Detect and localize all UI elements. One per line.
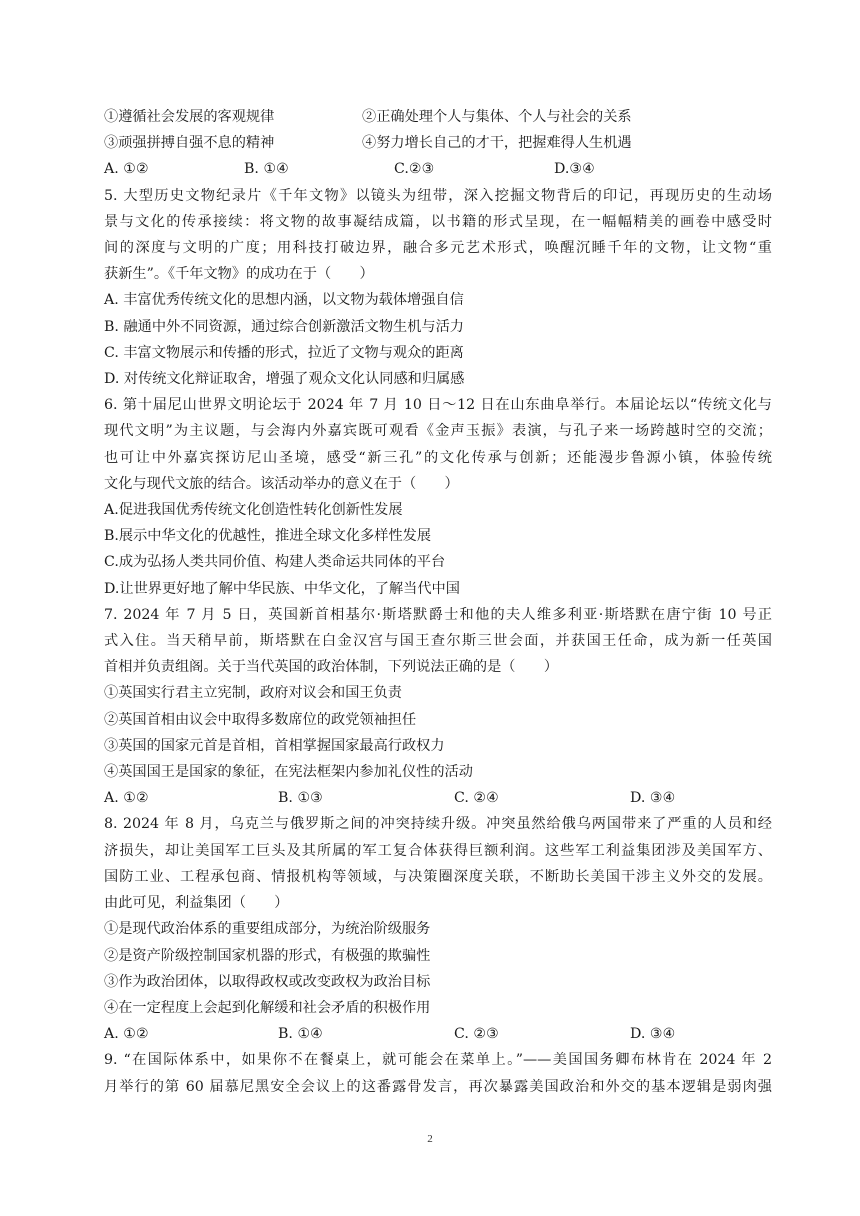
q7-option-a: A. ①② [104,790,149,807]
q6-option-a: A.促进我国优秀传统文化创造性转化创新性发展 [104,502,403,519]
q7-stem-line-1: 7. 2024 年 7 月 5 日，英国新首相基尔·斯塔默爵士和他的夫人维多利亚·斯塔默在唐宁街 10 号正 [104,606,772,623]
q6-option-b: B.展示中华文化的优越性，推进全球文化多样性发展 [104,528,432,545]
q8-option-a: A. ①② [104,1026,149,1043]
q8-statement-2: ②是资产阶级控制国家机器的形式，有极强的欺骗性 [104,947,431,964]
q6-stem-line-2: 现代文明”为主议题，与会海内外嘉宾既可观看《金声玉振》表演，与孔子来一场跨越时空的交流； [104,423,772,440]
q4-statement-row-2 [104,130,772,156]
q8-option-d: D. ③④ [630,1026,676,1043]
q7-option-d: D. ③④ [630,790,676,807]
q6-option-d: D.让世界更好地了解中华民族、中华文化，了解当代中国 [104,580,460,597]
q4-statement-1: ①遵循社会发展的客观规律 [104,109,275,125]
q4-option-a: A. ①② [104,161,149,178]
q6-stem-line-3: 也可让中外嘉宾探访尼山圣境，感受“新三孔”的文化传承与创新；还能漫步鲁源小镇，体验传统 [104,449,772,466]
q4-statement-3: ③顽强拼搏自强不息的精神 [104,135,275,152]
q9-stem-line-2: 月举行的第 60 届慕尼黑安全会议上的这番露骨发言，再次暴露美国政治和外交的基本逻辑是弱肉强 [104,1078,772,1095]
q5-option-c: C. 丰富文物展示和传播的形式，拉近了文物与观众的距离 [104,344,464,361]
q4-option-c: C.②③ [394,161,435,178]
q8-option-b: B. ①④ [278,1026,323,1043]
q8-statement-3: ③作为政治团体，以取得政权或改变政权为政治目标 [104,973,431,990]
q4-statement-4: ④努力增长自己的才干，把握难得人生机遇 [362,135,632,152]
q7-stem-line-2: 式入住。当天稍早前，斯塔默在白金汉宫与国王查尔斯三世会面，并获国王任命，成为新一任英国 [104,633,772,650]
q8-stem-line-1: 8. 2024 年 8 月，乌克兰与俄罗斯之间的冲突持续升级。冲突虽然给俄乌两国带来了严重的人员和经 [104,816,772,833]
q4-option-d: D.③④ [554,161,595,178]
q7-statement-3: ③英国的国家元首是首相，首相掌握国家最高行政权力 [104,737,445,754]
q8-stem-line-2: 济损失，却让美国军工巨头及其所属的军工复合体获得巨额利润。这些军工利益集团涉及美国军方、 [104,842,772,859]
q8-option-c: C. ②③ [454,1026,499,1043]
q8-options [104,1021,772,1047]
q7-statement-4: ④英国国王是国家的象征，在宪法框架内参加礼仪性的活动 [104,764,473,781]
page-number: 2 [427,1133,433,1145]
q7-option-b: B. ①③ [278,790,323,807]
q5-option-b: B. 融通中外不同资源，通过综合创新激活文物生机与活力 [104,318,464,335]
q5-stem-line-4: 获新生”。《千年文物》的成功在于（ ） [104,266,374,283]
q7-stem-line-3: 首相并负责组阁。关于当代英国的政治体制，下列说法正确的是（ ） [104,659,559,676]
q4-statement-row-1 [104,104,772,130]
q8-statement-1: ①是现代政治体系的重要组成部分，为统治阶级服务 [104,921,431,938]
page-content [104,104,772,1100]
q9-stem-line-1: 9. “在国际体系中，如果你不在餐桌上，就可能会在菜单上。”——美国国务卿布林肯在 2024 年 2 [104,1052,772,1069]
q5-stem-line-1: 5. 大型历史文物纪录片《千年文物》以镜头为纽带，深入挖掘文物背后的印记，再现历史的生动场 [104,187,772,204]
q6-option-c: C.成为弘扬人类共同价值、构建人类命运共同体的平台 [104,554,446,571]
q4-option-b: B. ①④ [244,161,289,178]
q5-option-d: D. 对传统文化辩证取舍，增强了观众文化认同感和归属感 [104,371,465,388]
q7-statement-1: ①英国实行君主立宪制，政府对议会和国王负责 [104,685,402,702]
q8-stem-line-4: 由此可见，利益集团（ ） [104,895,289,912]
q8-statement-4: ④在一定程度上会起到化解缓和社会矛盾的积极作用 [104,999,431,1016]
q7-option-c: C. ②④ [454,790,499,807]
q7-statement-2: ②英国首相由议会中取得多数席位的政党领袖担任 [104,711,417,728]
q7-options [104,785,772,811]
q6-stem-line-1: 6. 第十届尼山世界文明论坛于 2024 年 7 月 10 日～12 日在山东曲阜举行。本届论坛以“传统文化与 [104,397,772,414]
q6-stem-line-4: 文化与现代文旅的结合。该活动举办的意义在于（ ） [104,475,459,492]
q4-statement-2: ②正确处理个人与集体、个人与社会的关系 [362,109,632,125]
q5-option-a: A. 丰富优秀传统文化的思想内涵，以文物为载体增强自信 [104,292,464,309]
q5-stem-line-2: 景与文化的传承接续：将文物的故事凝结成篇，以书籍的形式呈现，在一幅幅精美的画卷中感受时 [104,213,772,230]
q8-stem-line-3: 国防工业、工程承包商、情报机构等领域，与决策圈深度关联，不断助长美国干涉主义外交的发展。 [104,868,772,885]
q4-options [104,156,772,182]
q5-stem-line-3: 间的深度与文明的广度；用科技打破边界，融合多元艺术形式，唤醒沉睡千年的文物，让文物“重 [104,240,772,257]
